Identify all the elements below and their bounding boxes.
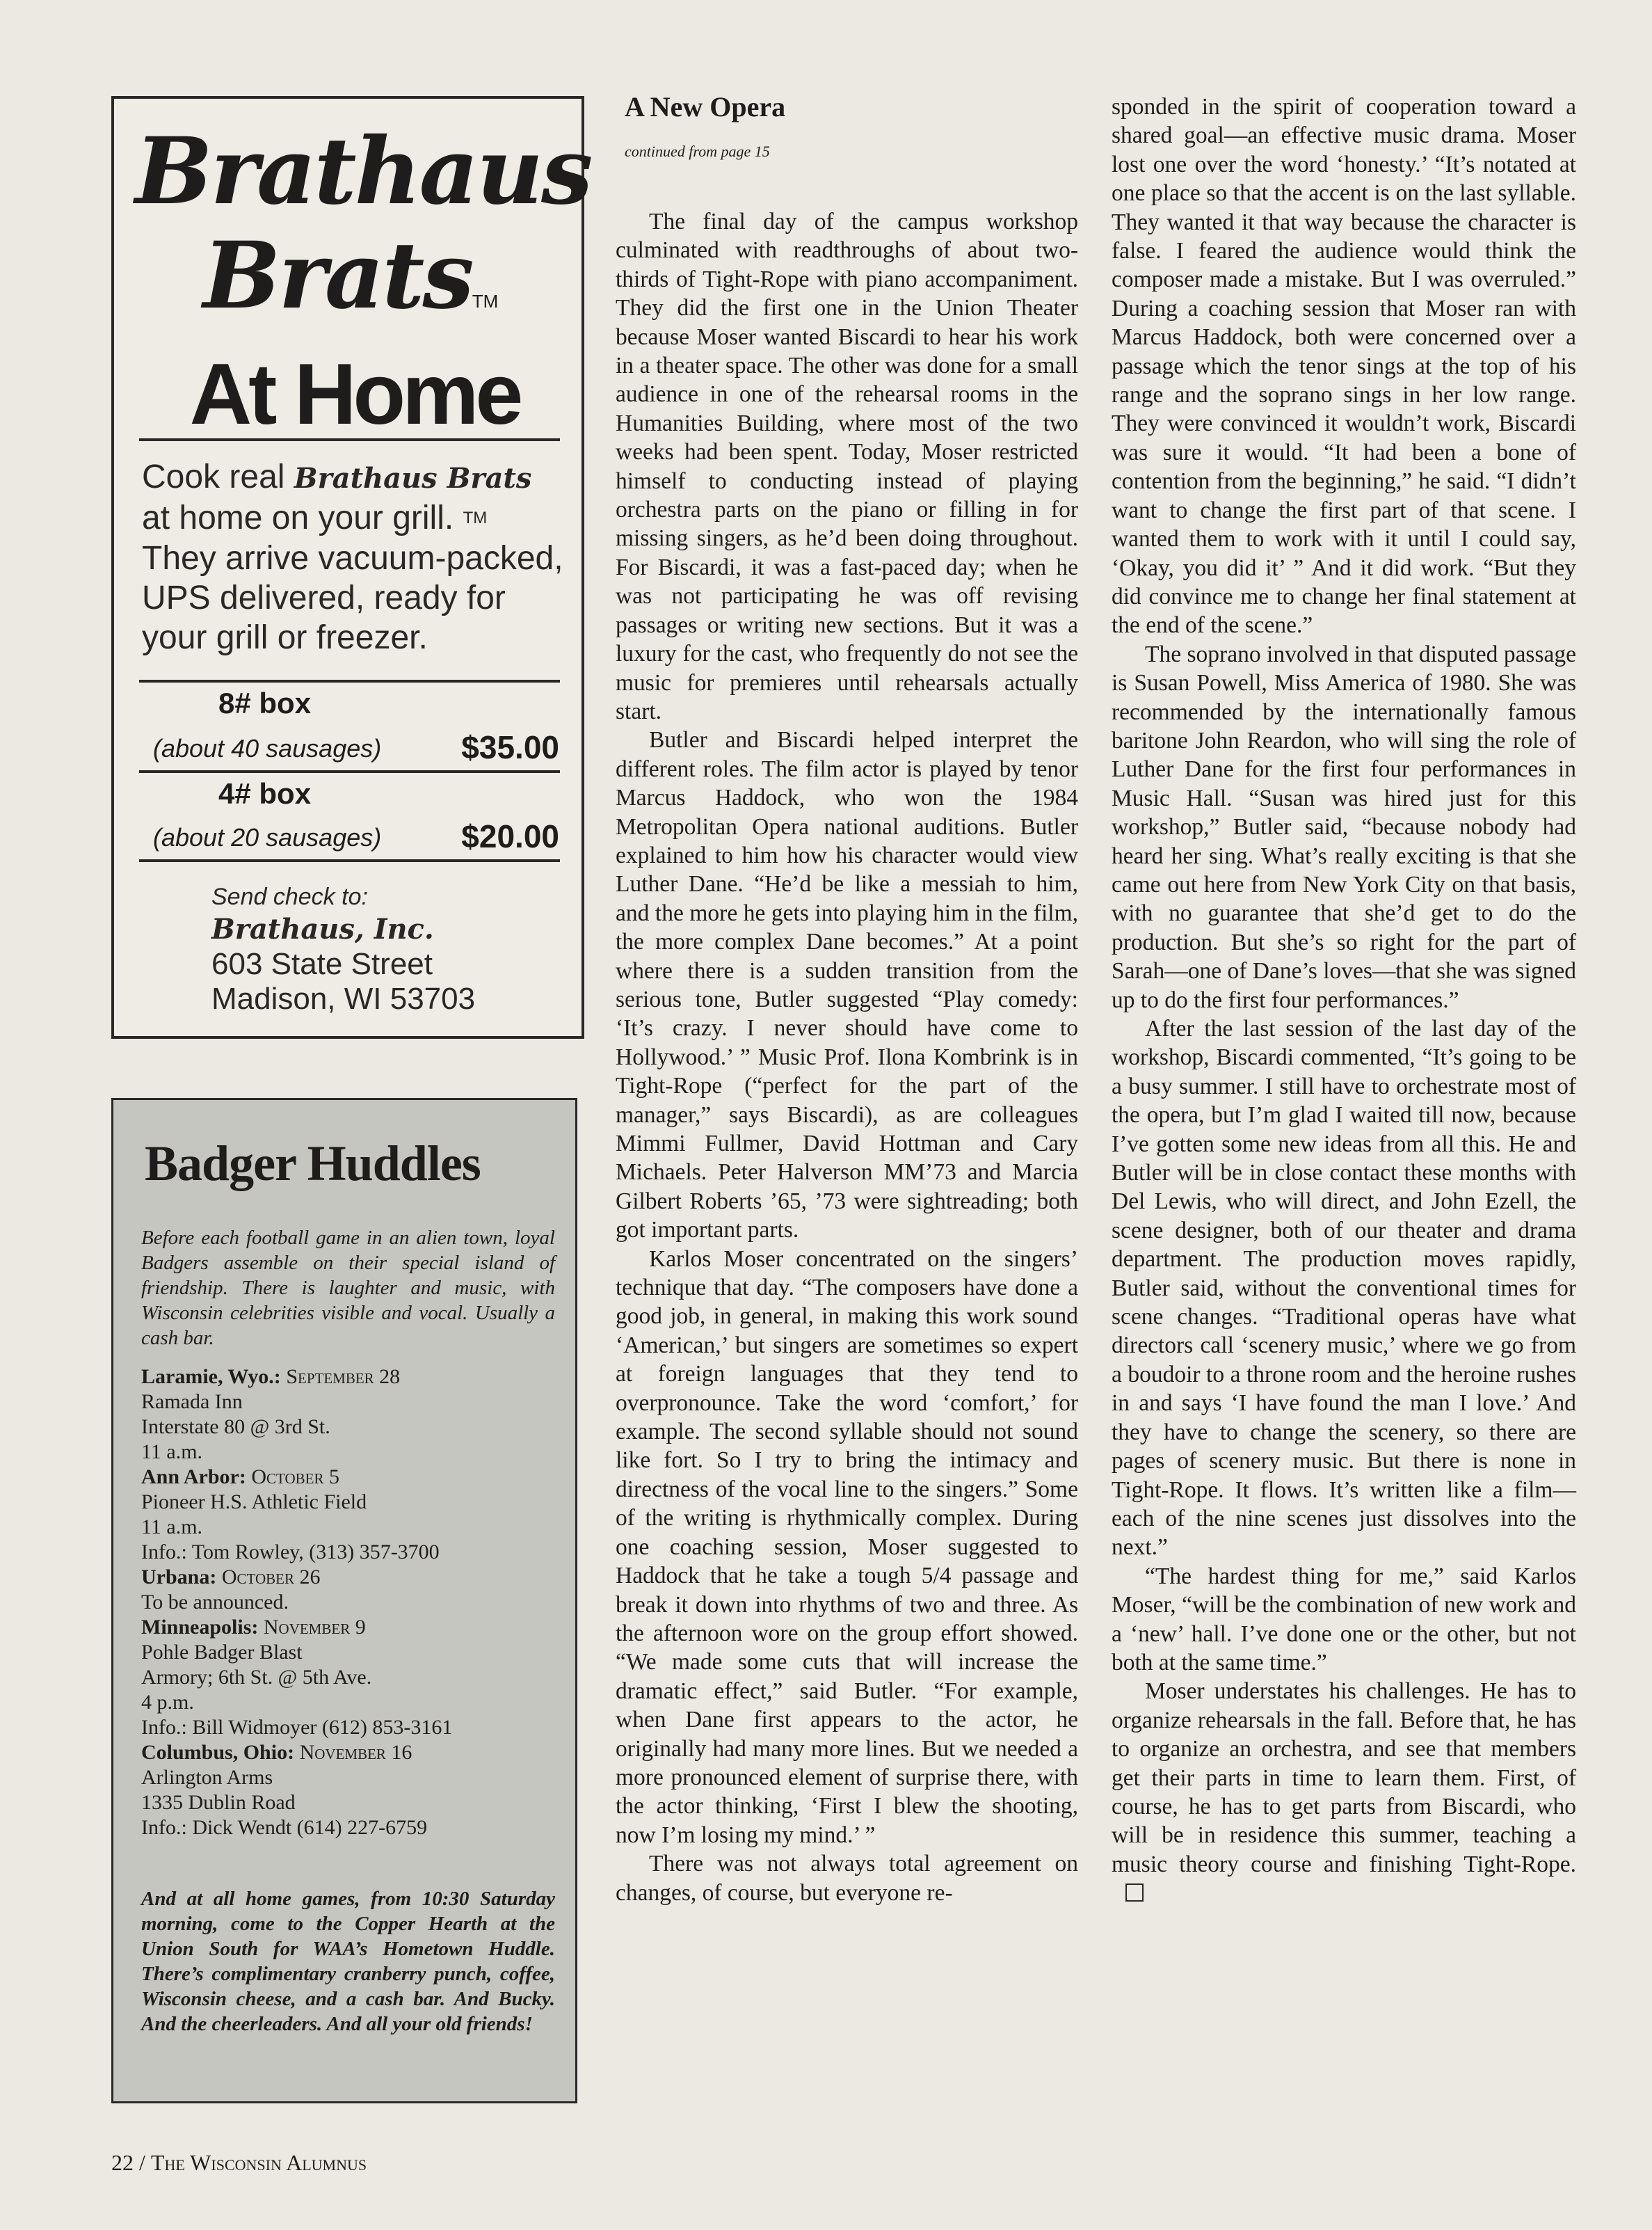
event: Laramie, Wyo.: September 28 Ramada Inn Interstate 80 @ 3rd St. 11 a.m. [141,1365,401,1463]
event: Ann Arbor: October 5 Pioneer H.S. Athletic Field 11 a.m. Info.: Tom Rowley, (313) 357-3700 [141,1465,440,1563]
paragraph: The soprano involved in that disputed passage is Susan Powell, Miss America of 1980. She was recommended by the internationally famous baritone John Reardon, who will sing the role of Luther Dane for the first four performances in Music Hall. “Susan was hired just for this workshop,” Butler said, “because nobody had heard her sing. What’s really exciting is that she came out here from New York City on that basis, with no guarantee that she’d get to do the production. But she’s so right for the part of Sarah—one of Dane’s loves—that she was signed up to do the first four performances.” [1112,641,1576,1013]
huddles-intro: Before each football game in an alien town, loyal Badgers assemble on their special island of friendship. There is laughter and music, with Wisconsin celebrities visible and vocal. Usually a cash bar. [141,1227,555,1349]
paragraph: Karlos Moser concentrated on the singers’ technique that day. “The composers have done a good job, in general, in making this work sound ‘American,’ but singers are sometimes so expert at foreign languages that they tend to overpronounce. Take the word ‘comfort,’ for example. The second syllable should not sound like fort. So I try to bring the intimacy and directness of the vocal line to the singers.” Some of the writing is rhythmically complex. During one coaching session, Moser suggested to Haddock that he take a tough 5/4 passage and break it down into rhythms of two and three. As the afternoon wore on the group effort showed. “We made some cuts that will increase the dramatic effect,” said Butler. “For example, when Dane first appears to the actor, he originally had many more lines. But we needed a more pronounced element of surprise there, with the actor thinking, ‘First I blew the shooting, now I’m losing my mind.’ ” [616,1245,1078,1848]
paragraph: After the last session of the last day of the workshop, Biscardi commented, “It’s going to be a busy summer. I still have to orchestrate most of the opera, but I’m glad I waited till now, because I’ve gotten some new ideas from all this. He and Butler will be in close contact these months with Del Lewis, who will direct, and John Ezell, the scene designer, both of our theater and drama department. The production moves rapidly, Butler said, without the conventional times for scene changes. “Traditional operas have what directors call ‘scenery music,’ where we go from a boudoir to a throne room and the heroine rushes in and says ‘I have found the man I love.’ And they have to change the scenery, so there are pages of scenery music. But there is none in Tight-Rope. It flows. It’s written like a film—each of the nine scenes just dissolves into the next.” [1112,1016,1576,1561]
magazine-name: The Wisconsin Alumnus [150,2150,367,2175]
ad-divider [139,438,560,441]
ad-cook-text: Cook real Brathaus Brats at home on your grill. ™ [142,459,532,536]
page-footer [111,2150,367,2176]
event: Minneapolis: November 9 Pohle Badger Blast Armory; 6th St. @ 5th Ave. 4 p.m. Info.: Bill Widmoyer (612) 853-3161 [141,1616,453,1739]
huddles-title: Badger Huddles [145,1136,481,1191]
end-mark-icon [1125,1883,1144,1902]
product-name: 4# box [218,777,312,810]
huddles-outro: And at all home games, from 10:30 Saturday morning, come to the Copper Hearth at the Union South for WAA’s Hometown Huddle. There’s complimentary cranberry punch, coffee, Wisconsin cheese, and a cash bar. And Bucky. And the cheerleaders. And all your old friends! [141,1888,555,2035]
product-price: $35.00 [461,729,559,765]
ad-divider [139,859,560,862]
page-number: 22 / [111,2150,145,2175]
ad-arrive-text: They arrive vacuum-packed, UPS delivered, ready for your grill or freezer. [142,540,563,656]
article-column-3 [1112,93,1576,1908]
mail-address: Send check to: Brathaus, Inc. 603 State Street Madison, WI 53703 [211,884,476,1016]
article-title: A New Opera [625,91,786,122]
ad-divider [139,770,560,773]
badger-huddles-box [111,1098,577,2103]
brand-logo: Brathaus BratsTM [135,118,591,330]
continued-note: continued from page 15 [625,143,770,160]
product-price: $20.00 [461,818,559,854]
huddles-event-list [141,1364,555,1840]
paragraph: The final day of the campus workshop culminated with readthroughs of about two-thirds of Tight-Rope with piano accompaniment. They did the first one in the Union Theater because Moser wanted Biscardi to hear his work in a theater space. The other was done for a small audience in one of the rehearsal rooms in the Humanities Building, where most of the two weeks had been spent. Today, Moser restricted himself to conducting instead of playing orchestra parts on the piano or filling in for missing singers, as he’d been doing throughout. For Biscardi, it was a fast-paced day; when he was not participating he was off revising passages or writing new sections. But it was a luxury for the cast, who frequently do not see the music for premieres until rehearsals actually start. [616,209,1078,724]
article-column-2 [616,207,1078,1907]
ad-divider [139,680,560,683]
final-paragraph-text: Moser understates his challenges. He has to organize rehearsals in the fall. Before that, he has to organize an orchestra, and see that members get their parts in time to learn them. First, of course, he has to get parts from Biscardi, who will be in residence this summer, teaching a music theory course and finishing Tight-Rope. [1112,1678,1576,1877]
paragraph [1112,1677,1576,1907]
event: Columbus, Ohio: November 16 Arlington Arms 1335 Dublin Road Info.: Dick Wendt (614) 227-6759 [141,1741,428,1839]
product-desc: (about 40 sausages) [153,734,382,763]
product-name: 8# box [218,687,312,719]
brathaus-ad [111,96,591,1039]
event: Urbana: October 26 To be announced. [141,1566,321,1614]
paragraph: sponded in the spirit of cooperation toward a shared goal—an effective music drama. Moser lost one over the word ‘honesty.’ “It’s notated at one place so that the accent is on the last syllable. They wanted it that way because the character is false. I feared the audience would think the composer made a mistake. But I was overruled.” During a coaching session that Moser ran with Marcus Haddock, both were concerned over a passage which the tenor sings at the top of his range and the soprano sings in her low range. They were convinced it wouldn’t work, Biscardi was sure it would. “It had been a bone of contention from the beginning,” he said. “I didn’t want to change the first part of that scene. I wanted them to work with it until I could say, ‘Okay, you did it’ ” And it did work. “But they did convince me to change her final statement at the end of the scene.” [1112,94,1576,639]
ad-headline: At Home [189,347,520,443]
product-desc: (about 20 sausages) [153,823,382,852]
paragraph: There was not always total agreement on changes, of course, but everyone re- [616,1851,1078,1906]
paragraph: Butler and Biscardi helped interpret the different roles. The film actor is played by tenor Marcus Haddock, who won the 1984 Metropolitan Opera national auditions. Butler explained to him how his character would view Luther Dane. “He’d be like a messiah to him, and the more he gets into playing him in the film, the more complex Dane becomes.” At a point where there is a sudden transition from the serious tone, Butler suggested “Play comedy: ‘It’s crazy. I never should have come to Hollywood.’ ” Music Prof. Ilona Kombrink is in Tight-Rope (“perfect for the part of the manager,” says Biscardi), as are colleagues Mimmi Fullmer, David Hottman and Cary Michaels. Peter Halverson MM’73 and Marcia Gilbert Roberts ’65, ’73 were sightreading; both got important parts. [616,727,1078,1243]
paragraph: “The hardest thing for me,” said Karlos Moser, “will be the combination of new work and a ‘new’ hall. I’ve done one or the other, but not both at the same time.” [1112,1563,1576,1675]
